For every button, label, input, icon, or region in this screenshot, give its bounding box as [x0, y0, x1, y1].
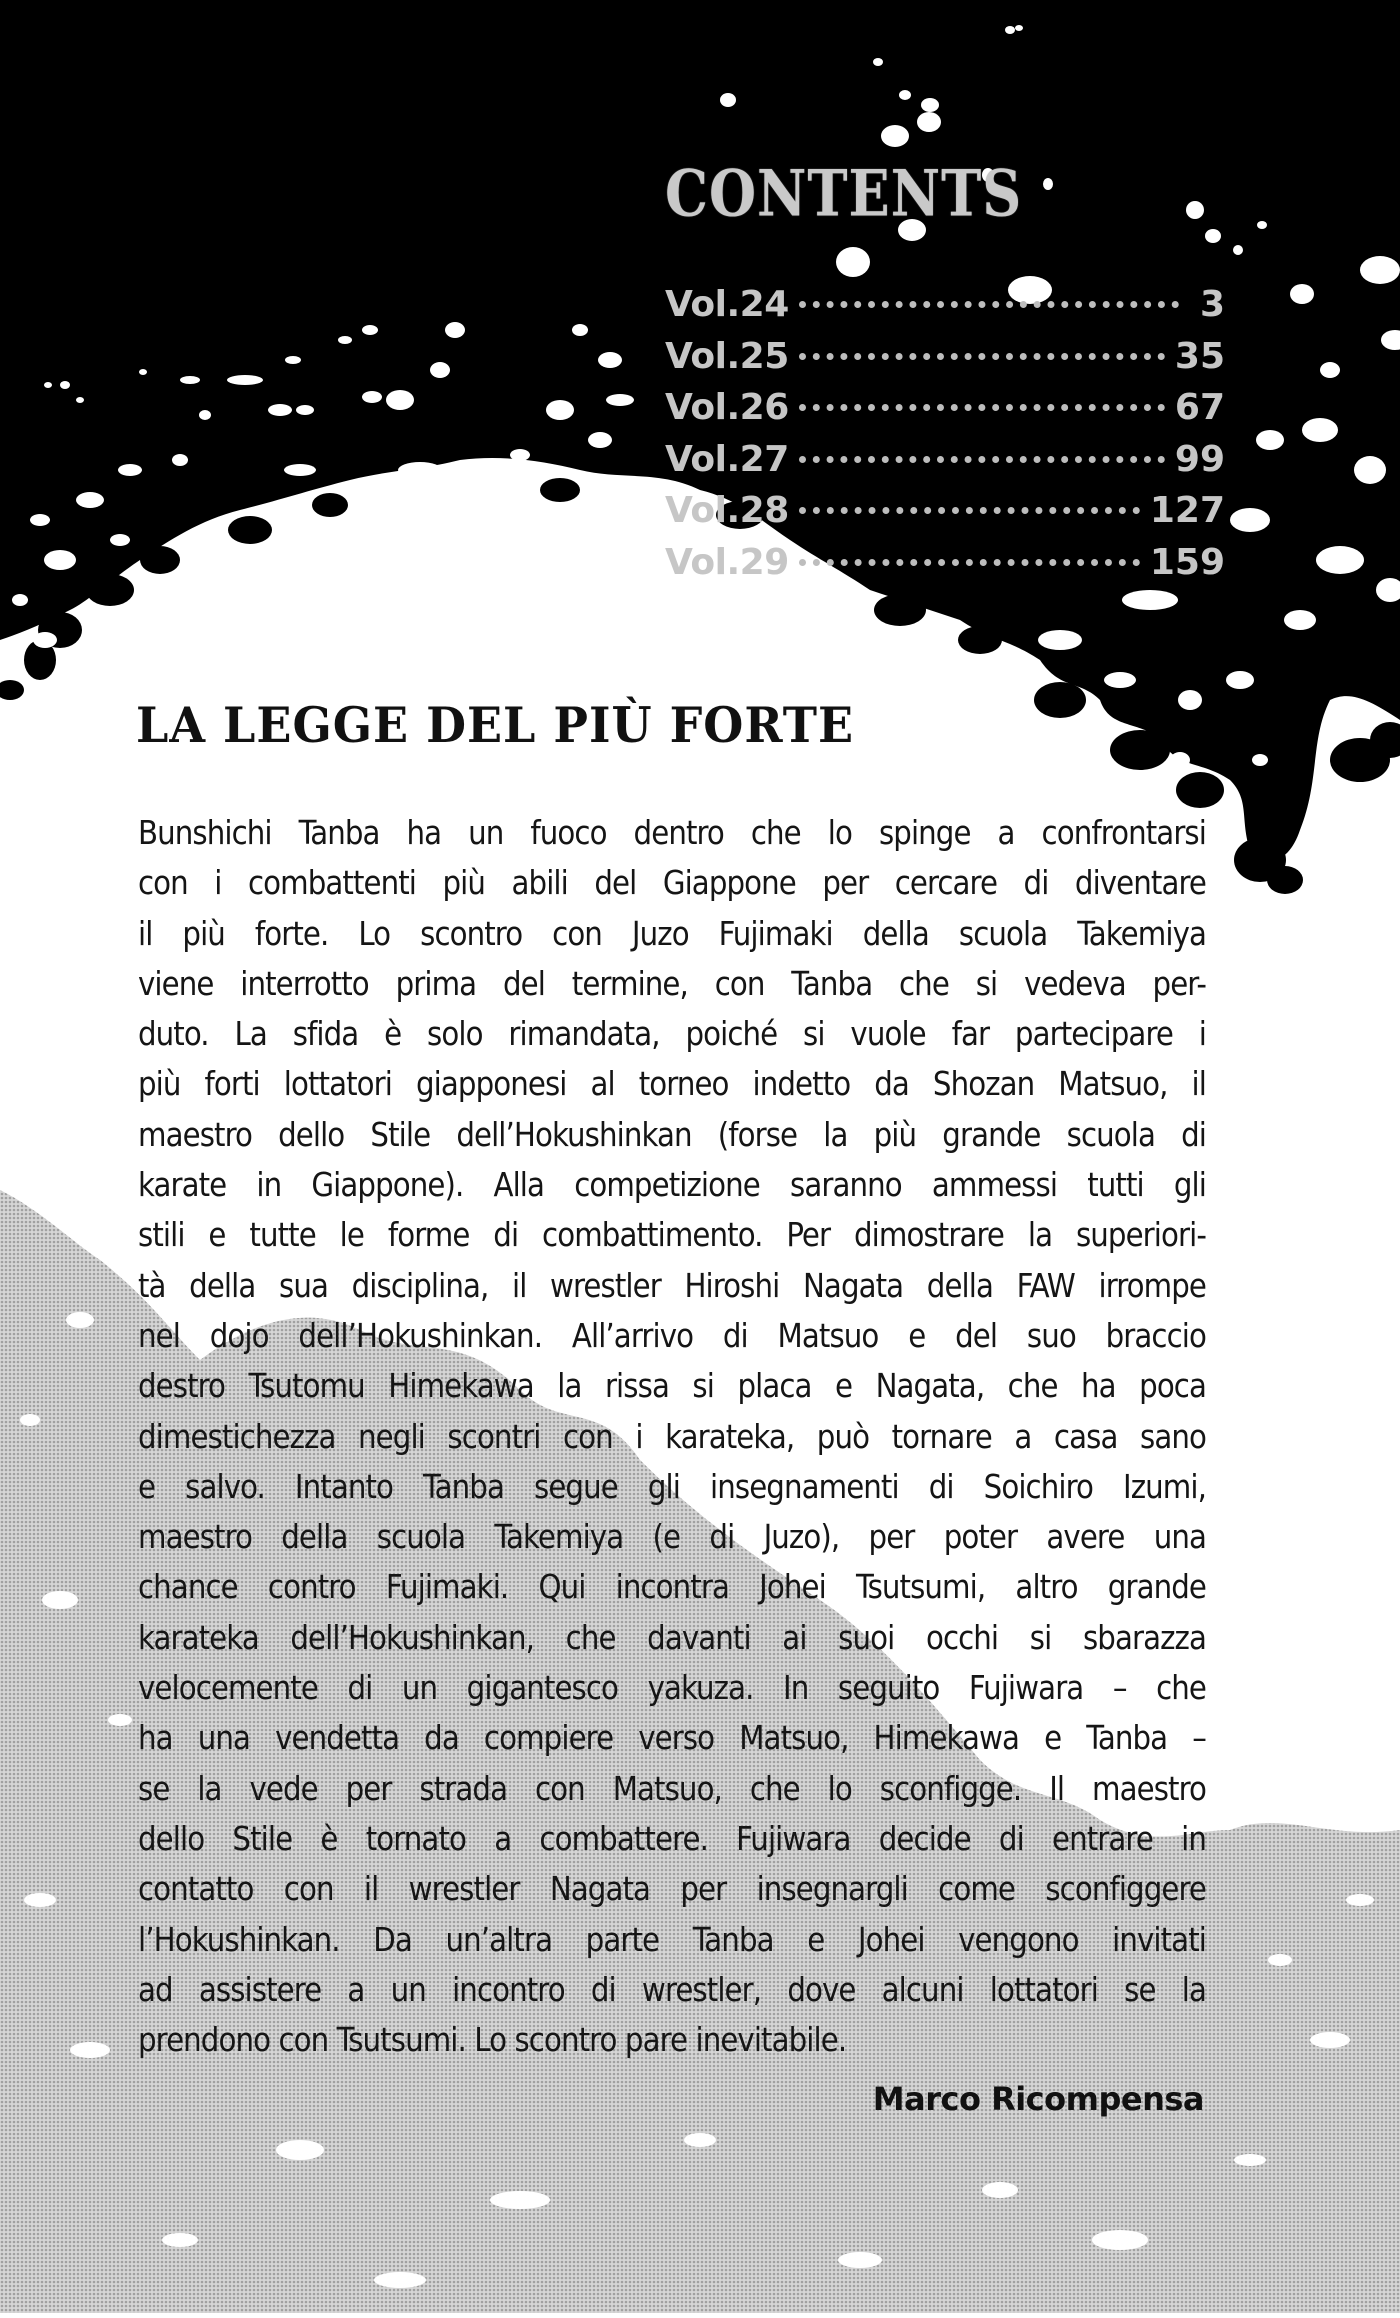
- body-line: ha una vendetta da compiere verso Matsuo, Himekawa e Tanba –: [138, 1719, 1206, 1758]
- toc-page-number: 99: [1174, 438, 1225, 480]
- toc-page-number: 127: [1149, 490, 1225, 531]
- toc-leader-dots: [799, 404, 1165, 411]
- toc-leader-dots: [799, 559, 1140, 566]
- body-line: con i combattenti più abili del Giappone per cercare di diventare: [138, 864, 1206, 903]
- toc-entry[interactable]: [665, 542, 1225, 594]
- body-line: velocemente di un gigantesco yakuza. In seguito Fujiwara – che: [138, 1669, 1206, 1708]
- body-line: il più forte. Lo scontro con Juzo Fujimaki della scuola Takemiya: [138, 914, 1206, 953]
- body-line: se la vede per strada con Matsuo, che lo sconfigge. Il maestro: [138, 1769, 1206, 1808]
- toc-page-number: 35: [1174, 335, 1225, 377]
- toc-entry[interactable]: [665, 336, 1225, 388]
- toc-volume-label: Vol.25: [665, 335, 789, 377]
- body-line: destro Tsutomu Himekawa la rissa si placa e Nagata, che ha poca: [138, 1367, 1206, 1406]
- body-line: maestro della scuola Takemiya (e di Juzo), per poter avere una: [138, 1518, 1206, 1557]
- toc-page-number: 67: [1174, 387, 1225, 428]
- body-line: dello Stile è tornato a combattere. Fujiwara decide di entrare in: [138, 1819, 1206, 1858]
- toc-entry[interactable]: [665, 387, 1225, 439]
- toc-leader-dots: [799, 353, 1165, 360]
- article-title: LA LEGGE DEL PIÙ FORTE: [136, 697, 855, 754]
- body-line: prendono con Tsutsumi. Lo scontro pare inevitabile.: [138, 2021, 847, 2060]
- toc-leader-dots: [799, 456, 1165, 463]
- body-line: più forti lottatori giapponesi al torneo indetto da Shozan Matsuo, il: [138, 1065, 1206, 1104]
- article-body: [138, 808, 1206, 2065]
- author-signature: Marco Ricompensa: [872, 2080, 1204, 2118]
- toc-leader-dots: [799, 301, 1179, 308]
- body-line: e salvo. Intanto Tanba segue gli insegnamenti di Soichiro Izumi,: [138, 1467, 1206, 1506]
- toc-entry[interactable]: [665, 439, 1225, 491]
- toc-page-number: 3: [1199, 284, 1225, 325]
- toc-entry[interactable]: [665, 490, 1225, 542]
- body-line: viene interrotto prima del termine, con Tanba che si vedeva per-: [138, 964, 1206, 1003]
- toc-entry[interactable]: [665, 284, 1225, 336]
- contents-heading: CONTENTS: [665, 155, 1023, 231]
- body-line: Bunshichi Tanba ha un fuoco dentro che lo spinge a confrontarsi: [138, 814, 1206, 852]
- body-line: maestro dello Stile dell’Hokushinkan (forse la più grande scuola di: [138, 1115, 1206, 1154]
- toc-volume-label: Vol.26: [665, 387, 789, 428]
- body-line: ad assistere a un incontro di wrestler, dove alcuni lottatori se la: [138, 1970, 1206, 2009]
- body-line: chance contro Fujimaki. Qui incontra Johei Tsutsumi, altro grande: [138, 1568, 1206, 1607]
- table-of-contents: [665, 155, 1225, 593]
- toc-volume-label: Vol.28: [665, 490, 789, 531]
- toc-volume-label: Vol.24: [665, 284, 789, 325]
- body-line: duto. La sfida è solo rimandata, poiché si vuole far partecipare i: [138, 1015, 1206, 1054]
- body-line: karateka dell’Hokushinkan, che davanti ai suoi occhi si sbarazza: [138, 1618, 1206, 1657]
- body-line: contatto con il wrestler Nagata per insegnargli come sconfiggere: [138, 1870, 1206, 1909]
- body-line: stili e tutte le forme di combattimento. Per dimostrare la superiori-: [138, 1216, 1206, 1255]
- body-line: karate in Giappone). Alla competizione saranno ammessi tutti gli: [138, 1166, 1206, 1205]
- toc-page-number: 159: [1149, 541, 1225, 583]
- body-line: nel dojo dell’Hokushinkan. All’arrivo di Matsuo e del suo braccio: [138, 1316, 1206, 1355]
- toc-leader-dots: [799, 507, 1140, 514]
- body-line: dimestichezza negli scontri con i karateka, può tornare a casa sano: [138, 1417, 1206, 1456]
- toc-list: [665, 284, 1225, 593]
- body-line: tà della sua disciplina, il wrestler Hiroshi Nagata della FAW irrompe: [138, 1266, 1206, 1305]
- toc-volume-label: Vol.29: [665, 541, 789, 583]
- toc-volume-label: Vol.27: [665, 438, 789, 480]
- body-line: l’Hokushinkan. Da un’altra parte Tanba e Johei vengono invitati: [138, 1920, 1206, 1959]
